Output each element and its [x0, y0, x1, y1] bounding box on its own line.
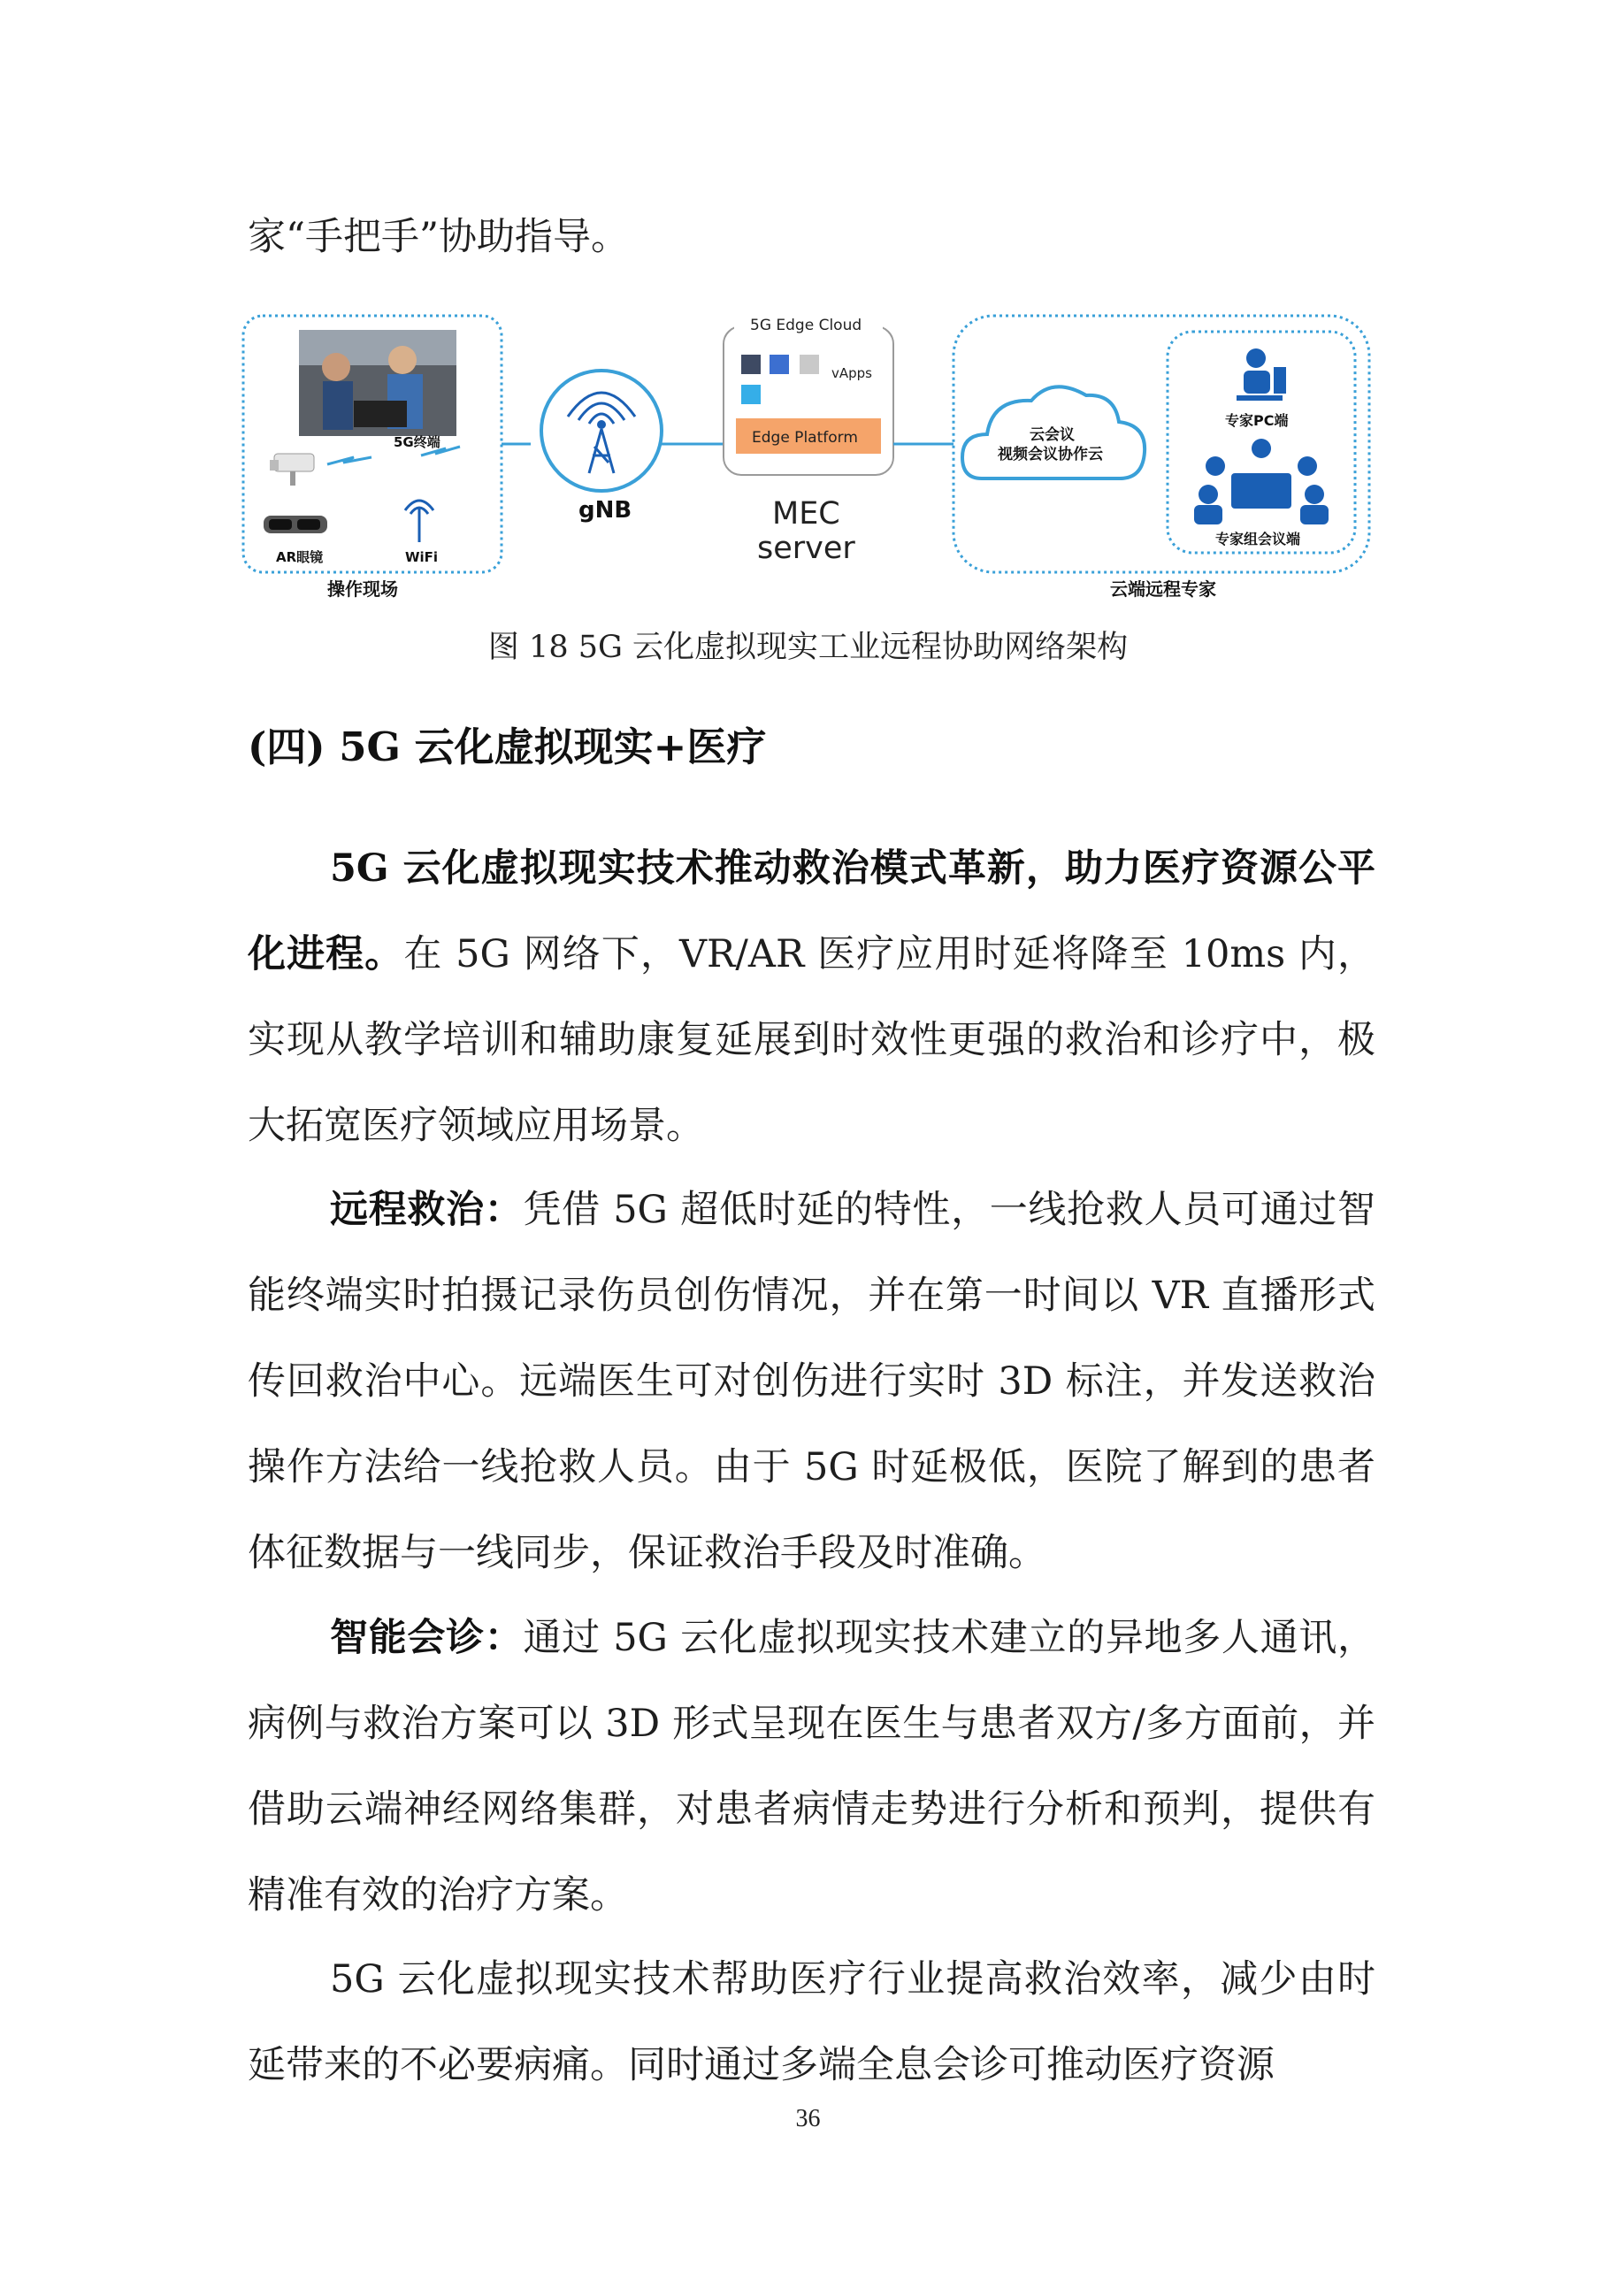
edge-cloud-label: 5G Edge Cloud — [750, 317, 862, 334]
paragraph-2-lead: 远程救治： — [330, 1188, 524, 1232]
paragraph-2-body: 凭借 5G 超低时延的特性，一线抢救人员可通过智能终端实时拍摄记录伤员创伤情况，并在第一时间以 VR 直播形式传回救治中心。远端医生可对创伤进行实时 3D 标注，并发送救治操作方法给一线抢救人员。由于 5G 时延极低，医院了解到的患者体征数据与一线同步，保证救治手段及时准确。 — [248, 1188, 1376, 1575]
worker-photo-icon — [299, 330, 456, 436]
signal-arrow-icon — [327, 457, 371, 464]
vapp-square — [800, 355, 819, 374]
paragraph-2 — [248, 1167, 1375, 1596]
edge-platform-label: Edge Platform — [752, 429, 858, 447]
mec-label-line2: server — [757, 531, 855, 566]
paragraph-1 — [248, 826, 1375, 1169]
vapp-square — [741, 385, 761, 404]
expert-pc-label: 专家PC端 — [1225, 412, 1289, 429]
wifi-icon — [405, 501, 433, 542]
network-architecture-diagram — [239, 305, 1380, 606]
expert-label: 云端远程专家 — [1110, 578, 1216, 600]
gnb-label: gNB — [578, 497, 632, 524]
ar-label: AR眼镜 — [276, 549, 324, 565]
ar-glasses-icon — [264, 516, 327, 533]
expert-group-icon — [1194, 439, 1329, 524]
paragraph-3-lead: 智能会诊： — [330, 1616, 524, 1660]
expert-pc-icon — [1237, 348, 1286, 401]
camera-icon — [270, 454, 314, 486]
page-number: 36 — [795, 2105, 821, 2132]
site-label: 操作现场 — [327, 578, 398, 600]
wifi-label: WiFi — [405, 549, 439, 565]
mec-label-line1: MEC — [772, 496, 840, 532]
expert-group-label: 专家组会议端 — [1215, 531, 1301, 547]
cloud-label-line1: 云会议 — [1030, 426, 1075, 444]
paragraph-1-lead: 5G 云化虚拟现实技术推动救治模式革新，助力医疗资源公平化进程。 — [248, 846, 1375, 976]
vapp-square — [770, 355, 789, 374]
vapps-label: vApps — [831, 365, 872, 381]
paragraph-4: 5G 云化虚拟现实技术帮助医疗行业提高救治效率，减少由时延带来的不必要病痛。同时通过多端全息会诊可推动医疗资源 — [248, 1957, 1375, 2087]
figure-caption: 图 18 5G 云化虚拟现实工业远程协助网络架构 — [487, 630, 1129, 665]
cloud-label-line2: 视频会议协作云 — [998, 446, 1103, 463]
gnb-tower-icon — [541, 371, 662, 491]
paragraph-3 — [248, 1596, 1375, 1939]
continuation-line: 家“手把手”协助指导。 — [248, 215, 629, 259]
paragraph-1-body: 在 5G 网络下，VR/AR 医疗应用时延将降至 10ms 内，实现从教学培训和辅助康复延展到时效性更强的救治和诊疗中，极大拓宽医疗领域应用场景。 — [248, 932, 1376, 1148]
paragraph-3-body: 通过 5G 云化虚拟现实技术建立的异地多人通讯，病例与救治方案可以 3D 形式呈现在医生与患者双方/多方面前，并借助云端神经网络集群，对患者病情走势进行分析和预判，提供有精准有效的治疗方案。 — [248, 1616, 1375, 1917]
vapp-square — [741, 355, 761, 374]
section-heading: (四) 5G 云化虚拟现实+医疗 — [248, 723, 767, 770]
terminal-label: 5G终端 — [394, 434, 440, 450]
